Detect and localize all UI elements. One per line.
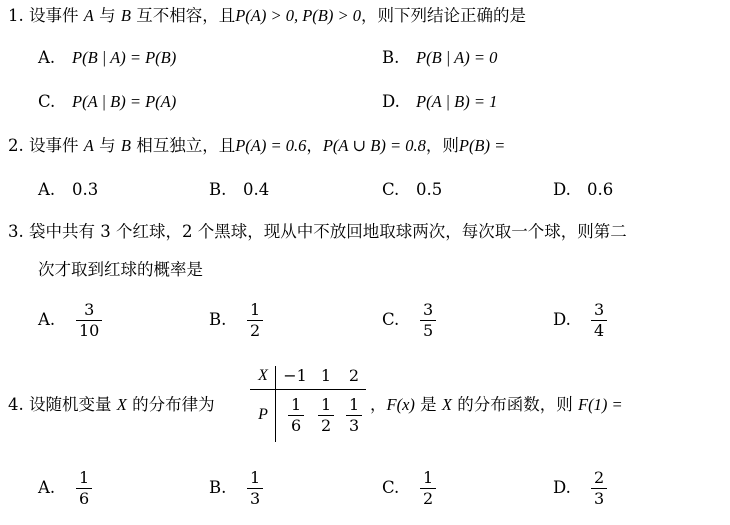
stem-text: 与 <box>99 136 116 155</box>
question-3-stem-line1 <box>8 221 627 243</box>
question-number: 4. <box>8 395 24 414</box>
fraction <box>420 300 436 341</box>
option-expr: P(B | A) = P(B) <box>72 48 177 67</box>
option-value: 0.5 <box>416 180 443 199</box>
fraction <box>591 300 607 341</box>
option-label: A. <box>38 180 56 199</box>
q3-option-c[interactable] <box>382 300 436 341</box>
q4-option-d[interactable] <box>553 468 607 509</box>
option-label: A. <box>38 48 56 67</box>
denominator: 2 <box>423 489 434 508</box>
option-label: D. <box>382 92 400 111</box>
stem-text: 互不相容，且 <box>136 6 236 25</box>
stem-text: 设事件 <box>29 6 79 25</box>
var-x: X <box>441 395 452 414</box>
fraction <box>420 468 436 509</box>
denominator: 6 <box>291 416 302 435</box>
option-label: C. <box>382 478 400 497</box>
numerator: 2 <box>594 468 605 487</box>
option-label: D. <box>553 180 571 199</box>
option-value: 0.6 <box>587 180 614 199</box>
q2-option-d[interactable] <box>553 179 613 201</box>
fraction <box>247 300 263 341</box>
p-value <box>284 395 304 436</box>
option-expr: P(A | B) = P(A) <box>72 92 177 111</box>
denominator: 4 <box>594 321 605 340</box>
condition-expr: P(A) > 0, P(B) > 0 <box>235 6 361 25</box>
row-header-p: P <box>258 406 268 423</box>
fraction <box>346 395 362 436</box>
question-3-stem-line2: 次才取到红球的概率是 <box>38 260 203 279</box>
numerator: 3 <box>594 300 605 319</box>
table-horizontal-line <box>250 389 366 390</box>
row-header-x: X <box>258 367 268 384</box>
option-value: 0.4 <box>243 180 270 199</box>
denominator: 6 <box>79 489 90 508</box>
q3-option-b[interactable] <box>209 300 263 341</box>
stem-text: 与 <box>99 6 116 25</box>
question-number: 3. <box>8 222 24 241</box>
question-2-stem <box>8 135 505 157</box>
q4-option-c[interactable] <box>382 468 436 509</box>
stem-text: 袋中共有 3 个红球，2 个黑球，现从中不放回地取球两次，每次取一个球，则第二 <box>29 222 627 241</box>
option-label: B. <box>209 180 227 199</box>
fraction <box>591 468 607 509</box>
p-value <box>314 395 334 436</box>
q4-option-b[interactable] <box>209 468 263 509</box>
ask-expr: F(1) = <box>578 395 623 414</box>
fraction <box>76 468 92 509</box>
question-1-stem <box>8 5 526 27</box>
denominator: 3 <box>349 416 360 435</box>
q2-option-c[interactable] <box>382 179 442 201</box>
q1-option-c[interactable] <box>38 91 176 113</box>
question-number: 2. <box>8 136 24 155</box>
denominator: 3 <box>594 489 605 508</box>
stem-text: ，则下列结论正确的是 <box>361 6 526 25</box>
numerator: 3 <box>423 300 434 319</box>
option-label: D. <box>553 310 571 329</box>
numerator: 1 <box>349 395 360 414</box>
denominator: 2 <box>321 416 332 435</box>
function-expr: F(x) <box>386 395 415 414</box>
stem-text: ，则 <box>425 136 459 155</box>
p-value <box>342 395 362 436</box>
stem-text: 是 <box>420 395 437 414</box>
stem-text: 的分布律为 <box>132 395 215 414</box>
denominator: 5 <box>423 321 434 340</box>
numerator: 1 <box>250 300 261 319</box>
condition-expr: P(A) = 0.6 <box>235 136 307 155</box>
option-expr: P(B | A) = 0 <box>416 48 498 67</box>
q1-option-d[interactable] <box>382 91 497 113</box>
var-a: A <box>83 136 94 155</box>
q1-option-b[interactable] <box>382 47 497 69</box>
option-label: C. <box>382 180 400 199</box>
q1-option-a[interactable] <box>38 47 176 69</box>
numerator: 1 <box>79 468 90 487</box>
fraction <box>76 300 102 341</box>
x-value: 1 <box>320 366 332 385</box>
stem-text: 设随机变量 <box>29 395 112 414</box>
option-label: B. <box>209 478 227 497</box>
var-a: A <box>83 6 94 25</box>
option-value: 0.3 <box>72 180 99 199</box>
denominator: 2 <box>250 321 261 340</box>
option-label: A. <box>38 310 56 329</box>
stem-text: ， <box>370 395 387 414</box>
option-label: A. <box>38 478 56 497</box>
fraction <box>288 395 304 436</box>
numerator: 1 <box>423 468 434 487</box>
condition-expr: P(A ∪ B) = 0.8 <box>322 136 426 155</box>
question-4-stem-left <box>8 394 215 416</box>
option-label: B. <box>382 48 400 67</box>
q2-option-a[interactable] <box>38 179 98 201</box>
distribution-table <box>250 364 372 444</box>
denominator: 3 <box>250 489 261 508</box>
q4-option-a[interactable] <box>38 468 92 509</box>
x-value: −1 <box>283 366 307 385</box>
stem-text: 的分布函数，则 <box>457 395 573 414</box>
separator: ， <box>306 136 323 155</box>
q3-option-d[interactable] <box>553 300 607 341</box>
question-4-stem-right <box>370 394 623 416</box>
stem-text: 相互独立，且 <box>136 136 236 155</box>
q2-option-b[interactable] <box>209 179 269 201</box>
ask-expr: P(B) = <box>458 136 506 155</box>
var-x: X <box>116 395 127 414</box>
var-b: B <box>120 136 131 155</box>
numerator: 1 <box>291 395 302 414</box>
numerator: 3 <box>84 300 95 319</box>
x-value: 2 <box>348 366 360 385</box>
denominator: 10 <box>79 321 100 340</box>
numerator: 1 <box>321 395 332 414</box>
numerator: 1 <box>250 468 261 487</box>
option-label: C. <box>38 92 56 111</box>
fraction <box>247 468 263 509</box>
question-number: 1. <box>8 6 24 25</box>
option-label: D. <box>553 478 571 497</box>
fraction <box>318 395 334 436</box>
stem-text: 设事件 <box>29 136 79 155</box>
option-label: B. <box>209 310 227 329</box>
var-b: B <box>120 6 131 25</box>
option-expr: P(A | B) = 1 <box>416 92 498 111</box>
option-label: C. <box>382 310 400 329</box>
q3-option-a[interactable] <box>38 300 102 341</box>
